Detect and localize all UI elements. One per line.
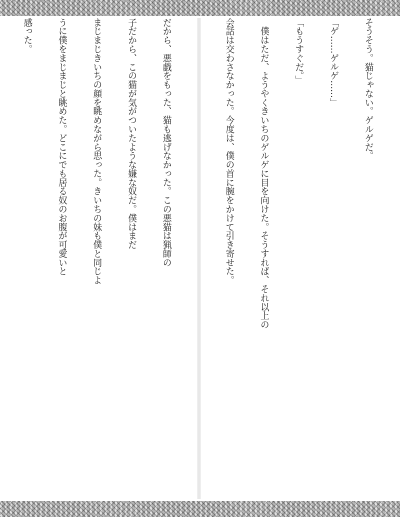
text-line: うに僕をまじまじと眺めた。どこにでも居る奴のお腹が可愛いと — [56, 18, 67, 276]
scan-noise-bottom — [0, 501, 400, 517]
text-line: そうそう。猫じゃない。ゲルゲだ。 — [362, 18, 373, 161]
scan-noise-top — [0, 0, 400, 16]
right-page — [204, 18, 396, 499]
left-page — [4, 18, 194, 499]
book-gutter — [197, 18, 201, 499]
text-line: 僕はただ、ようやくきいちのゲルゲに目を向けた。そうすれば、それ以上の — [258, 18, 269, 330]
text-line: 感った。 — [21, 18, 32, 54]
text-line: 「ゲ……ゲルゲ……」 — [328, 18, 339, 107]
text-line: 「もうすぐだ。」 — [293, 18, 304, 85]
left-page-text — [4, 18, 194, 499]
text-line: まじまじきいちの顔を眺めながら思った。きいちの妹も僕と同じよ — [91, 18, 102, 285]
right-page-text — [204, 18, 396, 499]
text-line: 子だから、この猫が気がついたような嫌な奴だ。僕はまだ — [126, 18, 137, 250]
text-line: だから、悪戯をもった、猫も逃げなかった。この悪猫は猟師の — [160, 18, 171, 267]
text-line: 会話は交わさなかった。今度は、僕の首に腕をかけて引き寄せた。 — [223, 18, 234, 285]
